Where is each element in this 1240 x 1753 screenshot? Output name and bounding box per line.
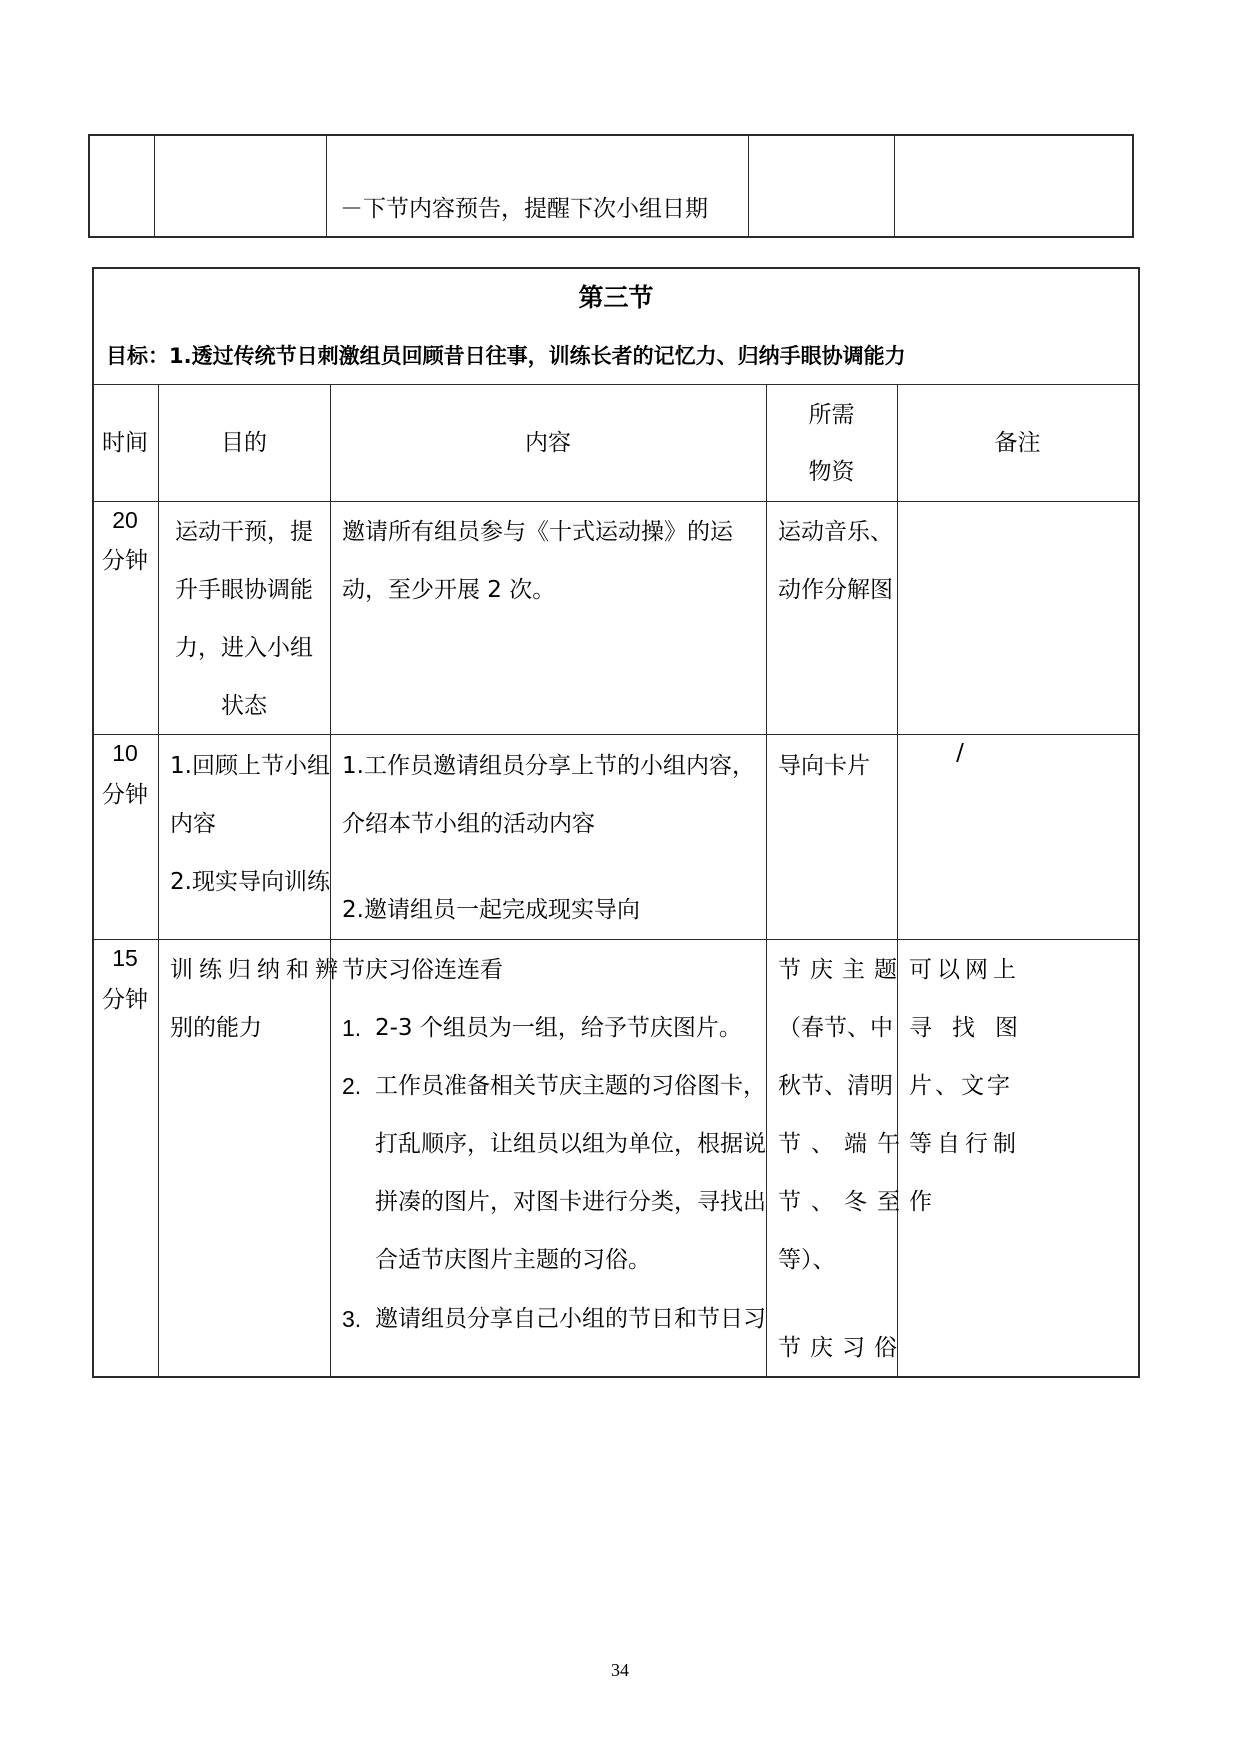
row2-content-line: 介绍本节小组的活动内容 bbox=[342, 811, 595, 837]
row1-purpose-line: 运动干预，提 bbox=[175, 519, 313, 545]
row3-purpose-line: 别的能力 bbox=[170, 1015, 262, 1041]
row3-materials-line: （春节、中 bbox=[778, 1015, 893, 1041]
header-content: 内容 bbox=[525, 430, 571, 456]
row1-time-unit: 分钟 bbox=[102, 548, 148, 574]
row3-notes-line: 片、文字 bbox=[909, 1073, 1013, 1099]
row2-notes: / bbox=[956, 740, 964, 766]
row3-content-line: 邀请组员分享自己小组的节日和节日习 bbox=[375, 1306, 766, 1332]
row3-content-line: 工作员准备相关节庆主题的习俗图卡， bbox=[375, 1073, 766, 1099]
row3-materials-line: 节、端午 bbox=[778, 1131, 910, 1157]
row1-time-value: 20 bbox=[112, 507, 138, 533]
row1-purpose-line: 力，进入小组 bbox=[175, 635, 313, 661]
row1-purpose-line: 升手眼协调能 bbox=[175, 577, 313, 603]
row2-materials-line: 导向卡片 bbox=[778, 753, 870, 779]
row2-time-value: 10 bbox=[112, 740, 138, 766]
header-notes: 备注 bbox=[994, 430, 1041, 456]
row3-notes-line: 可以网上 bbox=[909, 957, 1021, 983]
row3-content-line: 合适节庆图片主题的习俗。 bbox=[375, 1247, 651, 1273]
header-materials-line1: 所需 bbox=[808, 402, 855, 428]
row3-content-line: 拼凑的图片，对图卡进行分类，寻找出 bbox=[375, 1189, 766, 1215]
row2-purpose-line: 1.回顾上节小组 bbox=[170, 753, 330, 779]
preview-next-session-text: －下节内容预告，提醒下次小组日期 bbox=[340, 196, 708, 222]
row3-materials-line: 等）、 bbox=[778, 1247, 836, 1273]
row1-content-line: 动，至少开展 2 次。 bbox=[342, 577, 556, 603]
row1-content-line: 邀请所有组员参与《十式运动操》的运 bbox=[342, 519, 733, 545]
row3-materials-line: 节、冬至 bbox=[778, 1189, 910, 1215]
row1-materials-line: 运动音乐、 bbox=[778, 519, 893, 545]
row3-notes-line: 等自行制 bbox=[909, 1131, 1021, 1157]
row3-notes-line: 寻找图 bbox=[909, 1015, 1038, 1041]
header-time: 时间 bbox=[102, 430, 148, 456]
row3-materials-line: 节庆主题 bbox=[778, 957, 906, 983]
row2-purpose-line: 内容 bbox=[170, 811, 216, 837]
row1-materials-line: 动作分解图 bbox=[778, 577, 893, 603]
section-title: 第三节 bbox=[578, 283, 654, 312]
row3-list-number: 2. bbox=[342, 1073, 362, 1099]
row3-materials-line: 秋节、清明 bbox=[778, 1073, 893, 1099]
row3-materials-line: 节庆习俗 bbox=[778, 1335, 906, 1361]
row2-time-unit: 分钟 bbox=[102, 782, 148, 808]
row2-content-line: 1.工作员邀请组员分享上节的小组内容， bbox=[342, 753, 755, 779]
row3-content-title: 节庆习俗连连看 bbox=[342, 957, 503, 983]
row3-list-number: 1. bbox=[342, 1015, 362, 1041]
row3-content-line: 2-3 个组员为一组，给予节庆图片。 bbox=[375, 1015, 742, 1041]
row3-time-unit: 分钟 bbox=[102, 987, 148, 1013]
row3-purpose-line: 训练归纳和辨 bbox=[170, 957, 344, 983]
header-materials-line2: 物资 bbox=[808, 459, 855, 485]
row1-purpose-line: 状态 bbox=[221, 693, 267, 719]
row2-content-line: 2.邀请组员一起完成现实导向 bbox=[342, 897, 640, 923]
page-number: 34 bbox=[611, 1660, 629, 1680]
section-goal: 目标：1.透过传统节日刺激组员回顾昔日往事，训练长者的记忆力、归纳手眼协调能力 bbox=[106, 344, 906, 368]
row2-purpose-line: 2.现实导向训练 bbox=[170, 869, 330, 895]
row3-list-number: 3. bbox=[342, 1306, 362, 1332]
row3-notes-line: 作 bbox=[909, 1189, 932, 1215]
header-purpose: 目的 bbox=[221, 430, 267, 456]
row3-time-value: 15 bbox=[112, 945, 138, 971]
row3-content-line: 打乱顺序，让组员以组为单位，根据说 bbox=[375, 1131, 766, 1157]
